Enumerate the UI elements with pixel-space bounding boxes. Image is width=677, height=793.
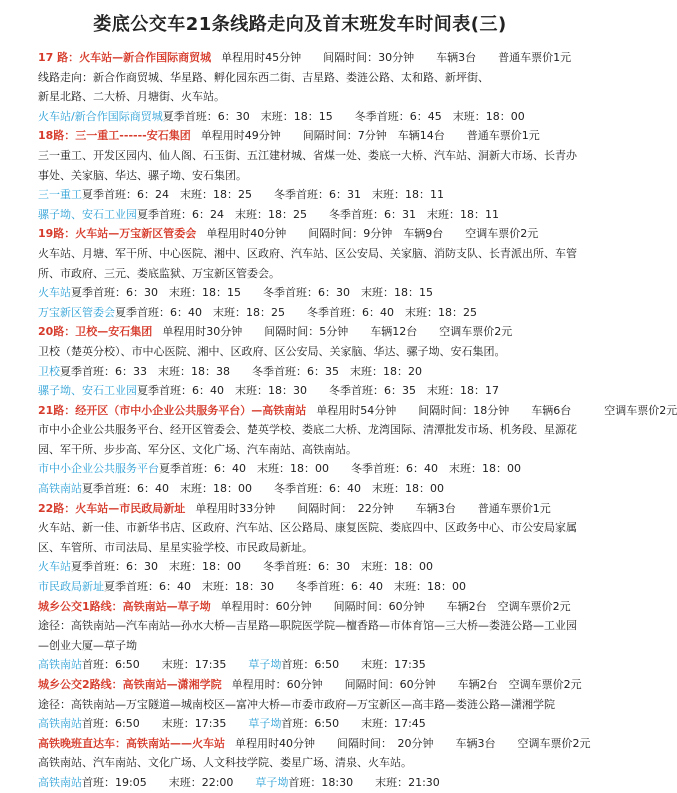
- schedule-time: 夏季首班：6：40 末班：18：30 冬季首班：6：35 末班：18：17: [137, 384, 499, 398]
- stop-name: 草子坳: [248, 717, 282, 731]
- schedule-row: [38, 381, 584, 401]
- schedule-time: 夏季首班：6：30 末班：18：15 冬季首班：6：30 末班：18：15: [71, 286, 433, 300]
- route-path-line: —创业大厦—草子坳: [38, 638, 137, 652]
- stop-name: 骡子坳、安石工业园: [38, 207, 137, 221]
- route-header: [38, 734, 591, 754]
- route-block: [38, 224, 584, 322]
- route-path-line: 途径：高铁南站—万宝隧道—城南校区—富冲大桥—市委市政府—万宝新区—高丰路—娄涟公路—潇湘学院: [38, 697, 555, 711]
- stop-name: 三一重工: [38, 188, 82, 202]
- route-block: [38, 675, 584, 734]
- schedule-row: [38, 362, 584, 382]
- route-path-line: 高铁南站、汽车南站、文化广场、人文科技学院、娄星广场、清泉、火车站。: [38, 756, 412, 770]
- stop-name: 市民政局新址: [38, 580, 104, 594]
- route-header: [38, 597, 584, 617]
- schedule-time: 夏季首班：6：30 末班：18：15 冬季首班：6：45 末班：18：00: [162, 109, 525, 123]
- route-block: [38, 48, 584, 126]
- route-header: [38, 48, 584, 68]
- route-header: [38, 224, 584, 244]
- schedule-row: [38, 577, 584, 597]
- schedule-row: [38, 557, 584, 577]
- stop-name: 卫校: [38, 364, 60, 378]
- schedule-row: [38, 714, 584, 734]
- schedule-time: 夏季首班：6：40 末班：18：25 冬季首班：6：40 末班：18：25: [115, 305, 477, 319]
- route-block: [38, 734, 591, 793]
- schedule-time: 首班：6:50 末班：17:35: [281, 658, 426, 672]
- schedule-time: 夏季首班：6：33 末班：18：38 冬季首班：6：35 末班：18：20: [60, 364, 422, 378]
- schedule-row: [38, 303, 584, 323]
- route-meta: 单程用时33分钟 间隔时间： 22分钟 车辆3台 普通车票价1元: [195, 501, 551, 515]
- route-meta: 单程用时45分钟 间隔时间：30分钟 车辆3台 普通车票价1元: [221, 51, 572, 64]
- route-name: 21路：经开区（市中小企业公共服务平台）—高铁南站: [38, 403, 307, 417]
- schedule-row: [38, 185, 584, 205]
- schedule-row: [38, 479, 584, 499]
- route-name: 22路：火车站—市民政局新址: [38, 501, 186, 515]
- schedule-row: [38, 655, 584, 675]
- route-path-line: 事处、关家脑、华达、骡子坳、安石集团。: [38, 168, 247, 182]
- schedule-time: 首班：6:50 末班：17:35: [82, 717, 249, 731]
- stop-name: 骡子坳、安石工业园: [38, 384, 137, 398]
- route-block: [38, 126, 584, 224]
- route-meta: 单程用时40分钟 间隔时间：9分钟 车辆9台 空调车票价2元: [206, 227, 539, 241]
- route-meta: 单程用时：60分钟 间隔时间：60分钟 车辆2台 空调车票价2元: [231, 678, 582, 691]
- route-path-line: 线路走向：新合作商贸城、华星路、孵化园东西二街、吉星路、娄涟公路、太和路、新坪街、: [38, 70, 489, 84]
- route-path-line: 卫校（楚英分校）、市中心医院、湘中、区政府、区公安局、关家脑、华达、骡子坳、安石集团。: [38, 344, 506, 358]
- route-name: 19路：火车站—万宝新区管委会: [38, 227, 197, 241]
- stop-name: 市中小企业公共服务平台: [38, 462, 159, 476]
- route-header: [38, 675, 584, 695]
- route-path-line: 区、车管所、市司法局、星星实验学校、市民政局新址。: [38, 540, 313, 554]
- schedule-row: [38, 107, 584, 127]
- route-path-line: 园、军干所、步步高、军分区、文化广场、汽车南站、高铁南站。: [38, 442, 357, 456]
- route-name: 高铁晚班直达车：高铁南站——火车站: [38, 736, 225, 750]
- schedule-time: 首班：18:30 末班：21:30: [288, 775, 440, 789]
- route-meta: 单程用时40分钟 间隔时间： 20分钟 车辆3台 空调车票价2元: [235, 736, 591, 750]
- schedule-time: 首班：6:50 末班：17:35: [82, 658, 249, 672]
- route-header: [38, 499, 584, 519]
- schedule-row: [38, 205, 584, 225]
- stop-name: 万宝新区管委会: [38, 305, 115, 319]
- stop-name: 高铁南站: [38, 717, 82, 731]
- route-path-line: 途径：高铁南站—汽车南站—孙水大桥—吉星路—职院医学院—檀香路—市体育馆—三大桥—娄涟公路—工业园: [38, 619, 577, 633]
- schedule-time: 首班：6:50 末班：17:45: [281, 717, 426, 731]
- route-meta: 单程用时30分钟 间隔时间：5分钟 车辆12台 空调车票价2元: [162, 325, 513, 339]
- stop-name: 草子坳: [248, 658, 282, 672]
- route-name: 城乡公交2路线：高铁南站—潇湘学院: [38, 678, 222, 691]
- route-meta: 单程用时：60分钟 间隔时间：60分钟 车辆2台 空调车票价2元: [220, 599, 571, 613]
- route-name: 20路：卫校—安石集团: [38, 325, 153, 339]
- schedule-row: [38, 459, 584, 479]
- stop-name: 高铁南站: [38, 775, 82, 789]
- route-block: [38, 597, 584, 675]
- schedule-row: [38, 283, 584, 303]
- route-name: 18路：三一重工------安石集团: [38, 129, 191, 143]
- route-path-line: 所、市政府、三元、娄底监狱、万宝新区管委会。: [38, 266, 280, 280]
- stop-name: 火车站/新合作国际商贸城: [38, 109, 163, 123]
- stop-name: 高铁南站: [38, 482, 82, 496]
- schedule-time: 首班：19:05 末班：22:00: [82, 775, 256, 789]
- stop-name: 草子坳: [255, 775, 289, 789]
- route-meta: 单程用时54分钟 间隔时间：18分钟 车辆6台 空调车票价2元: [316, 403, 677, 417]
- route-path-line: 新星北路、二大桥、月塘街、火车站。: [38, 90, 225, 104]
- schedule-time: 夏季首班：6：30 末班：18：00 冬季首班：6：30 末班：18：00: [71, 560, 433, 574]
- route-block: [38, 499, 584, 597]
- route-header: [38, 401, 677, 421]
- schedule-time: 夏季首班：6：24 末班：18：25 冬季首班：6：31 末班：18：11: [82, 188, 444, 202]
- stop-name: 高铁南站: [38, 658, 82, 672]
- route-path-line: 火车站、新一佳、市新华书店、区政府、汽车站、区公路局、康复医院、娄底四中、区政务中心、市公安局家属: [38, 521, 577, 535]
- route-block: [38, 322, 584, 400]
- route-path-line: 三一重工、开发区园内、仙人阁、石玉街、五江建材城、省煤一处、娄底一大桥、汽车站、洞新大市场、长青办: [38, 148, 577, 162]
- schedule-row: [38, 773, 584, 793]
- route-name: 城乡公交1路线：高铁南站—草子坳: [38, 599, 211, 613]
- route-path-line: 火车站、月塘、军干所、中心医院、湘中、区政府、汽车站、区公安局、关家脑、消防支队、长青派出所、车管: [38, 246, 577, 260]
- route-name: 17 路：火车站—新合作国际商贸城: [38, 51, 212, 64]
- stop-name: 火车站: [38, 286, 71, 300]
- schedule-time: 夏季首班：6：40 末班：18：00 冬季首班：6：40 末班：18：00: [82, 482, 444, 496]
- schedule-time: 夏季首班：6：40 末班：18：00 冬季首班：6：40 末班：18：00: [159, 462, 521, 476]
- route-header: [38, 126, 584, 146]
- route-meta: 单程用时49分钟 间隔时间：7分钟 车辆14台 普通车票价1元: [200, 129, 540, 143]
- route-block: [38, 401, 677, 499]
- route-list: [38, 48, 677, 793]
- page-title: 娄底公交车21条线路走向及首末班发车时间表(三): [93, 14, 507, 35]
- schedule-time: 夏季首班：6：40 末班：18：30 冬季首班：6：40 末班：18：00: [104, 580, 466, 594]
- route-path-line: 市中小企业公共服务平台、经开区管委会、楚英学校、娄底二大桥、龙湾国际、清潭批发市场、机务段、星源花: [38, 423, 577, 437]
- route-header: [38, 322, 584, 342]
- schedule-time: 夏季首班：6：24 末班：18：25 冬季首班：6：31 末班：18：11: [137, 207, 499, 221]
- stop-name: 火车站: [38, 560, 71, 574]
